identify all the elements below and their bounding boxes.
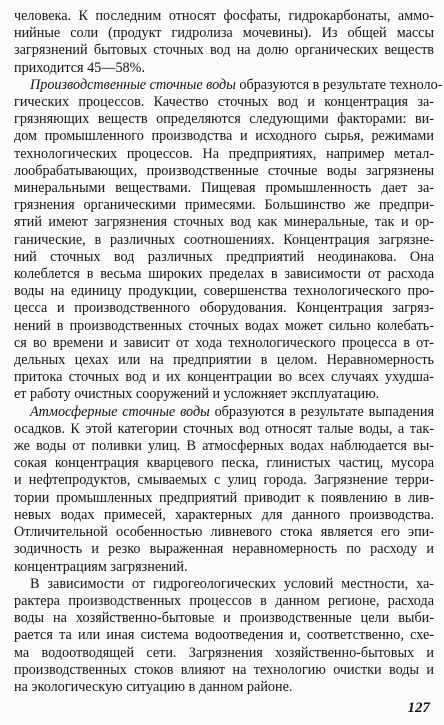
paragraph [14,404,434,576]
text-line: тории промышленных предприятий приводит к появлению в лив- [14,489,434,506]
text-line: загрязнений бытовых сточных вод на долю органических веществ [14,42,434,59]
text-line: воды на единицу продукции, совершенства технологического про- [14,283,434,300]
text-line: лообрабатывающих, производственные сточные воды загрязнены [14,162,434,179]
text-line: гических процессов. Качество сточных вод и концентрация за- [14,94,434,111]
section-lead: Атмосферные сточные воды [30,403,210,420]
text-line: рается та или иная система водоотведения и, соответственно, схе- [14,627,434,644]
text-line: грязнения органическими примесями. Большинство же предпри- [14,197,434,214]
text-line: дельных цехах или на предприятии в целом. Неравномерность [14,352,434,369]
text-line: невых водах примесей, характерных для данного производства. [14,506,434,523]
paragraph [14,576,434,696]
text-line: и нефтепродуктов, смываемых с улиц города. Загрязнение терри- [14,472,434,489]
text-line: ний сточных вод различных предприятий неодинакова. Она [14,248,434,265]
text-line: рактера производственных процессов в данном регионе, расхода [14,592,434,609]
paragraph [14,76,443,404]
section-lead: Производственные сточные воды [30,76,236,93]
text-line: сокая концентрация кварцевого песка, глинистых частиц, мусора [14,455,434,472]
text-line: на экологическую ситуацию в данном районе. [14,678,293,695]
text-line: нений в производственных сточных водах может сильно колебать- [14,317,434,334]
text-line: человека. К последним относят фосфаты, гидрокарбонаты, аммо- [14,8,434,24]
text-line: производственных стоков влияют на технологию очистки воды и [14,661,434,678]
text-line: цесса и производственного оборудования. Концентрация загряз- [14,300,434,317]
text-line: нийные соли (продукт гидролиза мочевины). Из общей массы [14,25,434,42]
paragraph [14,8,434,77]
text-line: минеральными веществами. Пищевая промышленность дает за- [14,180,434,197]
text-line: ятий имеют загрязнения сточных вод как минеральные, так и ор- [14,214,434,231]
text-line: воды на хозяйственно-бытовые и производственные цели выби- [14,610,434,627]
body-text [14,8,443,696]
text-line: дом промышленного производства и исходного сырья, режимами [14,128,434,145]
text-line: ет работу очистных сооружений и усложняет эксплуатацию. [14,386,380,403]
text-line: ганические, в различных соотношениях. Концентрация загрязне- [14,231,434,248]
text-line: ся во времени и зависит от хода технологического процесса в от- [14,334,434,351]
text-line: осадков. К этой категории сточных вод относят талые воды, а так- [14,420,434,437]
text-line: притока сточных вод и их концентрации во всех случаях ухудша- [14,369,434,386]
text-line: колеблется в весьма широких пределах в зависимости от расхода [14,266,434,283]
text-line: Производственные сточные воды образуются в результате техноло- [30,76,443,93]
text-line: технологических процессов. На предприятиях, например метал- [14,145,434,162]
text-line: Отличительной особенностью ливневого стока является его эпи- [14,524,434,541]
text-line: зодичность и резко выраженная неравномерность по расходу и [14,541,434,558]
text-line: Атмосферные сточные воды образуются в результате выпадения [30,403,434,420]
text-line: грязняющих веществ определяются следующими факторами: ви- [14,111,434,128]
text-line: же воды от поливки улиц. В атмосферных водах наблюдается вы- [14,438,434,455]
page-number: 127 [407,700,430,716]
text-line: В зависимости от гидрогеологических условий местности, ха- [30,575,434,592]
text-line: приходится 45—58%. [14,59,145,76]
text-line: концентрациям загрязнений. [14,558,188,575]
text-line: ма водоотводящей сети. Загрязнения хозяйственно-бытовых и [14,644,434,661]
